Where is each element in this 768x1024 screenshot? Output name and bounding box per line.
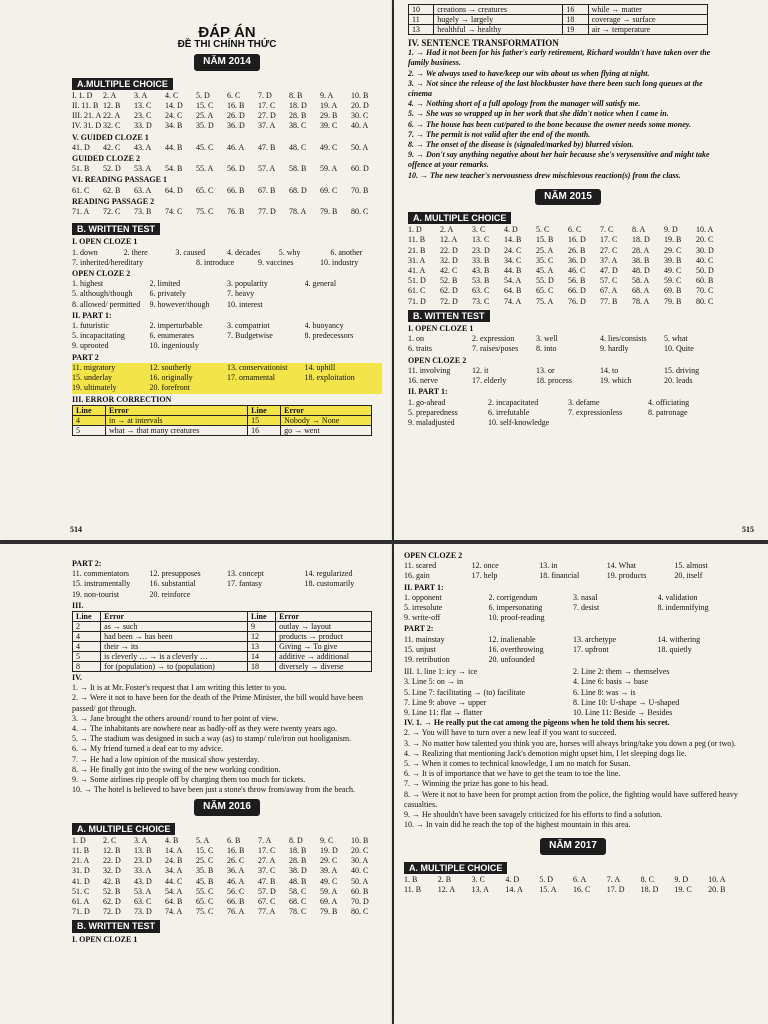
error-correction-table: Line Error Line Error 4 in → at intervals 15 Nobody → None 5 what → that many creatures 16 go → went	[72, 405, 372, 436]
list-item: 10. → In vain did he reach the top of the highest mountain in this area.	[404, 820, 631, 830]
sentence-transformation-list	[72, 683, 382, 795]
page-bottom-right	[394, 544, 768, 1024]
answer-row: 7. Line 9: above → upper 8. Line 10: U-shape → U-shaped	[404, 697, 680, 707]
list-item: 4. → Nothing short of a full apology from the manager will satisfy me.	[408, 99, 641, 109]
answer-row: 15. unjust 16. overthrowing 17. upfront 18. quietly	[404, 644, 692, 654]
answer-row: 1. futuristic 2. imperturbable 3. compatriot 4. buoyancy	[72, 321, 344, 331]
list-item: 6. → My friend turned a deaf ear to my advice.	[72, 744, 224, 754]
answer-row: 15. underlay 16. originally 17. ornamental 18. exploitation	[72, 373, 382, 383]
part-2-heading: PART 2	[72, 352, 99, 362]
list-item: 4. → Realizing that mentioning Jack's demotion might upset him, I let sleeping dogs lie.	[404, 748, 687, 758]
answer-row: 71. D 72. D 73. D 74. A 75. C 76. A 77. A 78. C 79. B 80. C	[72, 907, 369, 917]
answer-row: 1. opponent 2. corrigendum 3. nasal 4. validation	[404, 592, 698, 602]
page-number: 515	[742, 525, 754, 534]
part-1-heading: II. PART 1:	[404, 582, 444, 592]
answer-row: 5. preparedness 6. irrefutable 7. expressionless 8. patronage	[408, 407, 688, 417]
answer-row: 1. highest 2. limited 3. popularity 4. general	[72, 279, 337, 289]
list-item: 2. → We always used to have/keep our wits about us when flying at night.	[408, 68, 650, 78]
answer-row: 11. migratory 12. southerly 13. conservationist 14. uphill	[72, 363, 382, 373]
answer-row: 7. inherited/hereditary 8. introduce 9. vaccines 10. industry	[72, 257, 359, 267]
list-item: 3. → No matter how talented you think you are, horses will always bring/take you down a peg (or two).	[404, 738, 736, 748]
error-correction-table: Line Error Line Error 2 as → such 9 outlay → layout 4 had been → has been 12 products → product 4 their → its 13 Giving → To give 5 is cleverly … → is a cleverly … 14 additive → additional 8 for (population) → to (population) 18 diversely → diverse	[72, 611, 372, 672]
page-515	[394, 0, 768, 540]
list-item: 5. → She was so wrapped up in her work that she didn't notice when I came in.	[408, 109, 669, 119]
mc-heading: A. MULTIPLE CHOICE	[72, 823, 175, 835]
mc-heading: A. MULTIPLE CHOICE	[404, 862, 507, 874]
answer-row: 11. B 12. A 13. A 14. A 15. A 16. C 17. D 18. D 19. C 20. B	[404, 885, 726, 895]
section-4-heading: IV.	[72, 673, 82, 683]
table-row: 5 is cleverly … → is a cleverly … 14 additive → additional	[73, 652, 372, 662]
guided-cloze-2-heading: GUIDED CLOZE 2	[72, 154, 141, 164]
page-number: 514	[70, 525, 82, 534]
list-item: 8. → Were it not to have been for prompt action from the police, the fighting would have suffered heavy casualties.	[404, 789, 738, 809]
mc-answers-2016	[72, 836, 382, 918]
answer-row: 9. Line 11: flat → flatter 10. Line 11: Beside → Besides	[404, 708, 673, 718]
answer-row: 11. B 12. B 13. B 14. A 15. C 16. B 17. C 18. B 19. D 20. C	[72, 846, 369, 856]
answer-row: 51. D 52. B 53. B 54. A 55. D 56. B 57. C 58. A 59. C 60. B	[408, 276, 714, 286]
answer-row: 3. Line 5: on → in 4. Line 6: basis → base	[404, 677, 649, 687]
list-item: 8. → He finally got into the swing of the new working condition.	[72, 764, 281, 774]
answer-row: 19. retribution 20. unfounded	[404, 655, 535, 665]
year-badge-2015: NĂM 2015	[535, 189, 601, 205]
table-row: 4 their → its 13 Giving → To give	[73, 642, 372, 652]
open-cloze-1-heading: I. OPEN CLOZE 1	[408, 324, 474, 334]
answer-row: 19. ultimately 20. forefront	[72, 383, 382, 393]
answer-row: 1. D 2. A 3. C 4. D 5. C 6. C 7. C 8. A 9. D 10. A	[408, 225, 714, 235]
answer-row: 5. incapacitating 6. enumerates 7. Budgetwise 8. predecessors	[72, 331, 354, 341]
answer-row: III. 21. A 22. A 23. C 24. C 25. A 26. D 27. D 28. B 29. B 30. C	[72, 111, 369, 121]
answer-row: 61. C 62. D 63. C 64. B 65. C 66. D 67. A 68. A 69. B 70. C	[408, 286, 714, 296]
list-item: 7. → He had a low opinion of the musical show yesterday.	[72, 754, 260, 764]
mc-answers-2014	[72, 91, 382, 132]
official-exam-subtitle: ĐỀ THI CHÍNH THỨC	[177, 39, 277, 51]
error-correction-table-cont	[408, 4, 708, 35]
answer-row: III. 1. line 1: icy → ice 2. Line 2: them → themselves	[404, 667, 670, 677]
answer-row: 9. write-off 10. proof-reading	[404, 613, 545, 623]
part-2-heading: PART 2:	[404, 624, 434, 634]
page-514	[0, 0, 392, 540]
answer-row: 41. D 42. B 43. D 44. C 45. B 46. A 47. B 48. B 49. C 50. A	[72, 876, 369, 886]
answer-row: 71. D 72. D 73. C 74. A 75. A 76. D 77. B 78. A 79. B 80. C	[408, 296, 714, 306]
list-item: 4. → The inhabitants are nowhere near as badly-off as they were twenty years ago.	[72, 724, 337, 734]
open-cloze-2-heading: OPEN CLOZE 2	[404, 551, 463, 560]
list-item: 9. → He shouldn't have been savagely criticized for his efforts to find a solution.	[404, 810, 663, 820]
table-row: 11 hugely → largely 18 coverage → surface	[409, 15, 708, 25]
mc-heading: A.MULTIPLE CHOICE	[72, 78, 173, 90]
list-item: 1. → Had it not been for his father's early retirement, Richard wouldn't have taken over the family business.	[408, 48, 711, 68]
guided-cloze-1-heading: V. GUIDED CLOZE 1	[72, 132, 149, 142]
mc-heading: A. MULTIPLE CHOICE	[408, 212, 511, 224]
answer-row: 11. involving 12. it 13. or 14. to 15. driving	[408, 365, 700, 375]
answer-row: 61. C 62. B 63. A 64. D 65. C 66. B 67. B 68. D 69. C 70. B	[72, 185, 369, 195]
answer-row: I. 1. D 2. A 3. A 4. C 5. D 6. C 7. D 8. B 9. A 10. B	[72, 90, 369, 100]
year-badge-2017: NĂM 2017	[540, 838, 606, 854]
table-row: 4 in → at intervals 15 Nobody → None	[73, 415, 372, 425]
list-item: 3. → Jane brought the others around/ round to her point of view.	[72, 713, 279, 723]
list-item: 9. → Don't say anything negative about her hair because she's verysensitive and might take offence at your remarks.	[408, 150, 710, 170]
answer-row: 61. A 62. D 63. C 64. B 65. C 66. B 67. C 68. C 69. A 70. D	[72, 897, 369, 907]
answer-row: 5. Line 7: facilitating → (to) facilitate 6. Line 8: was → is	[404, 687, 636, 697]
answer-row: 11. commentators 12. presupposes 13. concept 14. regularized	[72, 569, 353, 579]
part-1-heading: II. PART 1:	[72, 310, 112, 320]
list-item: IV. 1. → He really put the cat among the pigeons when he told them his secret.	[404, 718, 670, 728]
answer-row: 5. irresolute 6. impersonating 7. desist 8. indemnifying	[404, 603, 709, 613]
list-item: 5. → When it comes to technical knowledge, I am no match for Susan.	[404, 759, 631, 769]
list-item: 2. → Were it not to have been for the death of the Prime Minister, the bill would have been passed/ got through.	[72, 693, 364, 713]
answer-title: ĐÁP ÁN	[198, 24, 256, 41]
list-item: 6. → It is of importance that we have to get the team to toe the line.	[404, 769, 621, 779]
answer-row: 8. allowed/ permitted 9. however/though 10. interest	[72, 299, 263, 309]
answer-row: 5. although/though 6. privately 7. heavy	[72, 289, 255, 299]
section-3-heading: III.	[72, 600, 84, 610]
answer-row: 16. gain 17. help 18. financial 19. products 20. itself	[404, 571, 703, 581]
written-test-heading: B. WRITTEN TEST	[72, 223, 160, 235]
table-row: 5 what → that many creatures 16 go → went	[73, 425, 372, 435]
open-cloze-1-heading: I. OPEN CLOZE 1	[72, 237, 138, 247]
answer-row: 71. A 72. C 73. B 74. C 75. C 76. B 77. D 78. A 79. B 80. C	[72, 207, 369, 217]
open-cloze-2-heading: OPEN CLOZE 2	[408, 355, 467, 365]
error-correction-heading: III. ERROR CORRECTION	[72, 394, 172, 404]
answer-row: 41. A 42. C 43. B 44. B 45. A 46. C 47. D 48. D 49. C 50. D	[408, 266, 714, 276]
list-item: 7. → The permit is not valid after the end of the month.	[408, 129, 591, 139]
written-test-heading: B. WRITTEN TEST	[72, 920, 160, 932]
answer-row: 1. on 2. expression 3. well 4. lies/consists 5. what	[408, 334, 688, 344]
page-bottom-left	[0, 544, 392, 1024]
answer-row: 1. down 2. there 3. caused 4. decades 5. why 6. another	[72, 247, 363, 257]
answer-row: 11. B 12. A 13. C 14. B 15. B 16. D 17. C 18. D 19. B 20. C	[408, 235, 714, 245]
list-item: 6. → The house has been cut/pared to the bone because the owner needs some money.	[408, 119, 692, 129]
answer-row: 21. A 22. D 23. D 24. B 25. C 26. C 27. A 28. B 29. C 30. A	[72, 856, 369, 866]
list-item: 3. → Not since the release of the last blockbuster have there been such long queues at the cinema	[408, 78, 703, 99]
list-item: 1. → It is at Mr. Foster's request that I am writing this letter to you.	[72, 683, 287, 693]
mc-answers-2015	[408, 225, 728, 307]
list-item: 8. → The onset of the disease is (signaled/marked by) blurred vision.	[408, 140, 634, 150]
year-badge-2014: NĂM 2014	[194, 54, 260, 70]
list-item: 7. → Winning the prize has gone to his head.	[404, 779, 549, 789]
mc-answers-2017	[404, 875, 742, 895]
list-item: 2. → You will have to turn over a new leaf if you want to succeed.	[404, 728, 617, 738]
answer-row: 31. A 32. D 33. B 34. C 35. C 36. D 37. A 38. B 39. B 40. C	[408, 255, 714, 265]
reading-passage-2-heading: READING PASSAGE 2	[72, 196, 155, 206]
reading-passage-1-heading: VI. READING PASSAGE 1	[72, 175, 167, 185]
table-row: 10 creations → creatures 16 while → matter	[409, 5, 708, 15]
error-correction-list	[404, 667, 742, 718]
answer-row: 19. non-tourist 20. reinforce	[72, 589, 191, 599]
open-cloze-2-heading: OPEN CLOZE 2	[72, 269, 131, 279]
sentence-transformation-heading: IV. SENTENCE TRANSFORMATION	[408, 38, 559, 48]
list-item: 9. → Some airlines rip people off by charging them too much for tickets.	[72, 775, 306, 785]
answer-row: 21. B 22. D 23. D 24. C 25. A 26. B 27. C 28. A 29. C 30. D	[408, 245, 714, 255]
answer-row: 16. nerve 17. elderly 18. process 19. which 20. leads	[408, 376, 693, 386]
answer-row: 31. D 32. D 33. A 34. A 35. B 36. A 37. C 38. D 39. A 40. C	[72, 866, 369, 876]
answer-row: 11. mainstay 12. inalienable 13. archetype 14. withering	[404, 634, 701, 644]
table-row: 13 healthful → healthy 19 air → temperature	[409, 25, 708, 35]
list-item: 10. → The hotel is believed to have been just a stone's throw from/away from the beach.	[72, 785, 355, 795]
part-1-heading: II. PART 1:	[408, 387, 448, 397]
answer-row: 41. D 42. C 43. A 44. B 45. C 46. A 47. B 48. C 49. C 50. A	[72, 142, 369, 152]
sentence-transformation-list	[408, 48, 728, 181]
year-badge-2016: NĂM 2016	[194, 799, 260, 815]
part-2-heading: PART 2:	[72, 559, 102, 568]
table-row: 8 for (population) → to (population) 18 diversely → diverse	[73, 662, 372, 672]
answer-row: 1. D 2. C 3. A 4. B 5. A 6. B 7. A 8. D 9. C 10. B	[72, 835, 369, 845]
written-test-heading: B. WITTEN TEST	[408, 310, 490, 322]
table-row: 2 as → such 9 outlay → layout	[73, 622, 372, 632]
open-cloze-1-heading: I. OPEN CLOZE 1	[72, 934, 138, 944]
answer-row: 51. B 52. D 53. A 54. B 55. A 56. D 57. A 58. B 59. A 60. D	[72, 164, 369, 174]
sentence-transformation-list	[404, 718, 742, 830]
answer-row: IV. 31. D 32. C 33. D 34. B 35. D 36. D 37. A 38. C 39. C 40. A	[72, 121, 369, 131]
list-item: 10. → The new teacher's nervousness drew mischievous reaction(s) from the class.	[408, 170, 681, 180]
table-row: 4 had been → has been 12 products → product	[73, 632, 372, 642]
answer-row: 51. C 52. B 53. A 54. A 55. C 56. C 57. D 58. C 59. A 60. B	[72, 886, 369, 896]
answer-row: 11. scared 12. once 13. in 14. What 15. almost	[404, 561, 708, 571]
answer-row: 1. go-ahead 2. incapacitated 3. defame 4. officiating	[408, 397, 690, 407]
answer-row: 1. B 2. B 3. C 4. D 5. D 6. A 7. A 8. C 9. D 10. A	[404, 874, 726, 884]
answer-row: 6. traits 7. raises/poses 8. into 9. hardly 10. Quite	[408, 344, 694, 354]
answer-row: II. 11. B 12. B 13. C 14. D 15. C 16. B 17. C 18. D 19. A 20. D	[72, 101, 369, 111]
answer-row: 9. uprooted 10. ingeniously	[72, 341, 199, 351]
answer-row: 15. instrumentally 16. substantial 17. fantasy 18. customarily	[72, 579, 355, 589]
list-item: 5. → The stadium was designed in such a way (as) to stamp/ rule/iron out hooliganism.	[72, 734, 352, 744]
answer-row: 9. maladjusted 10. self-knowledge	[408, 417, 550, 427]
